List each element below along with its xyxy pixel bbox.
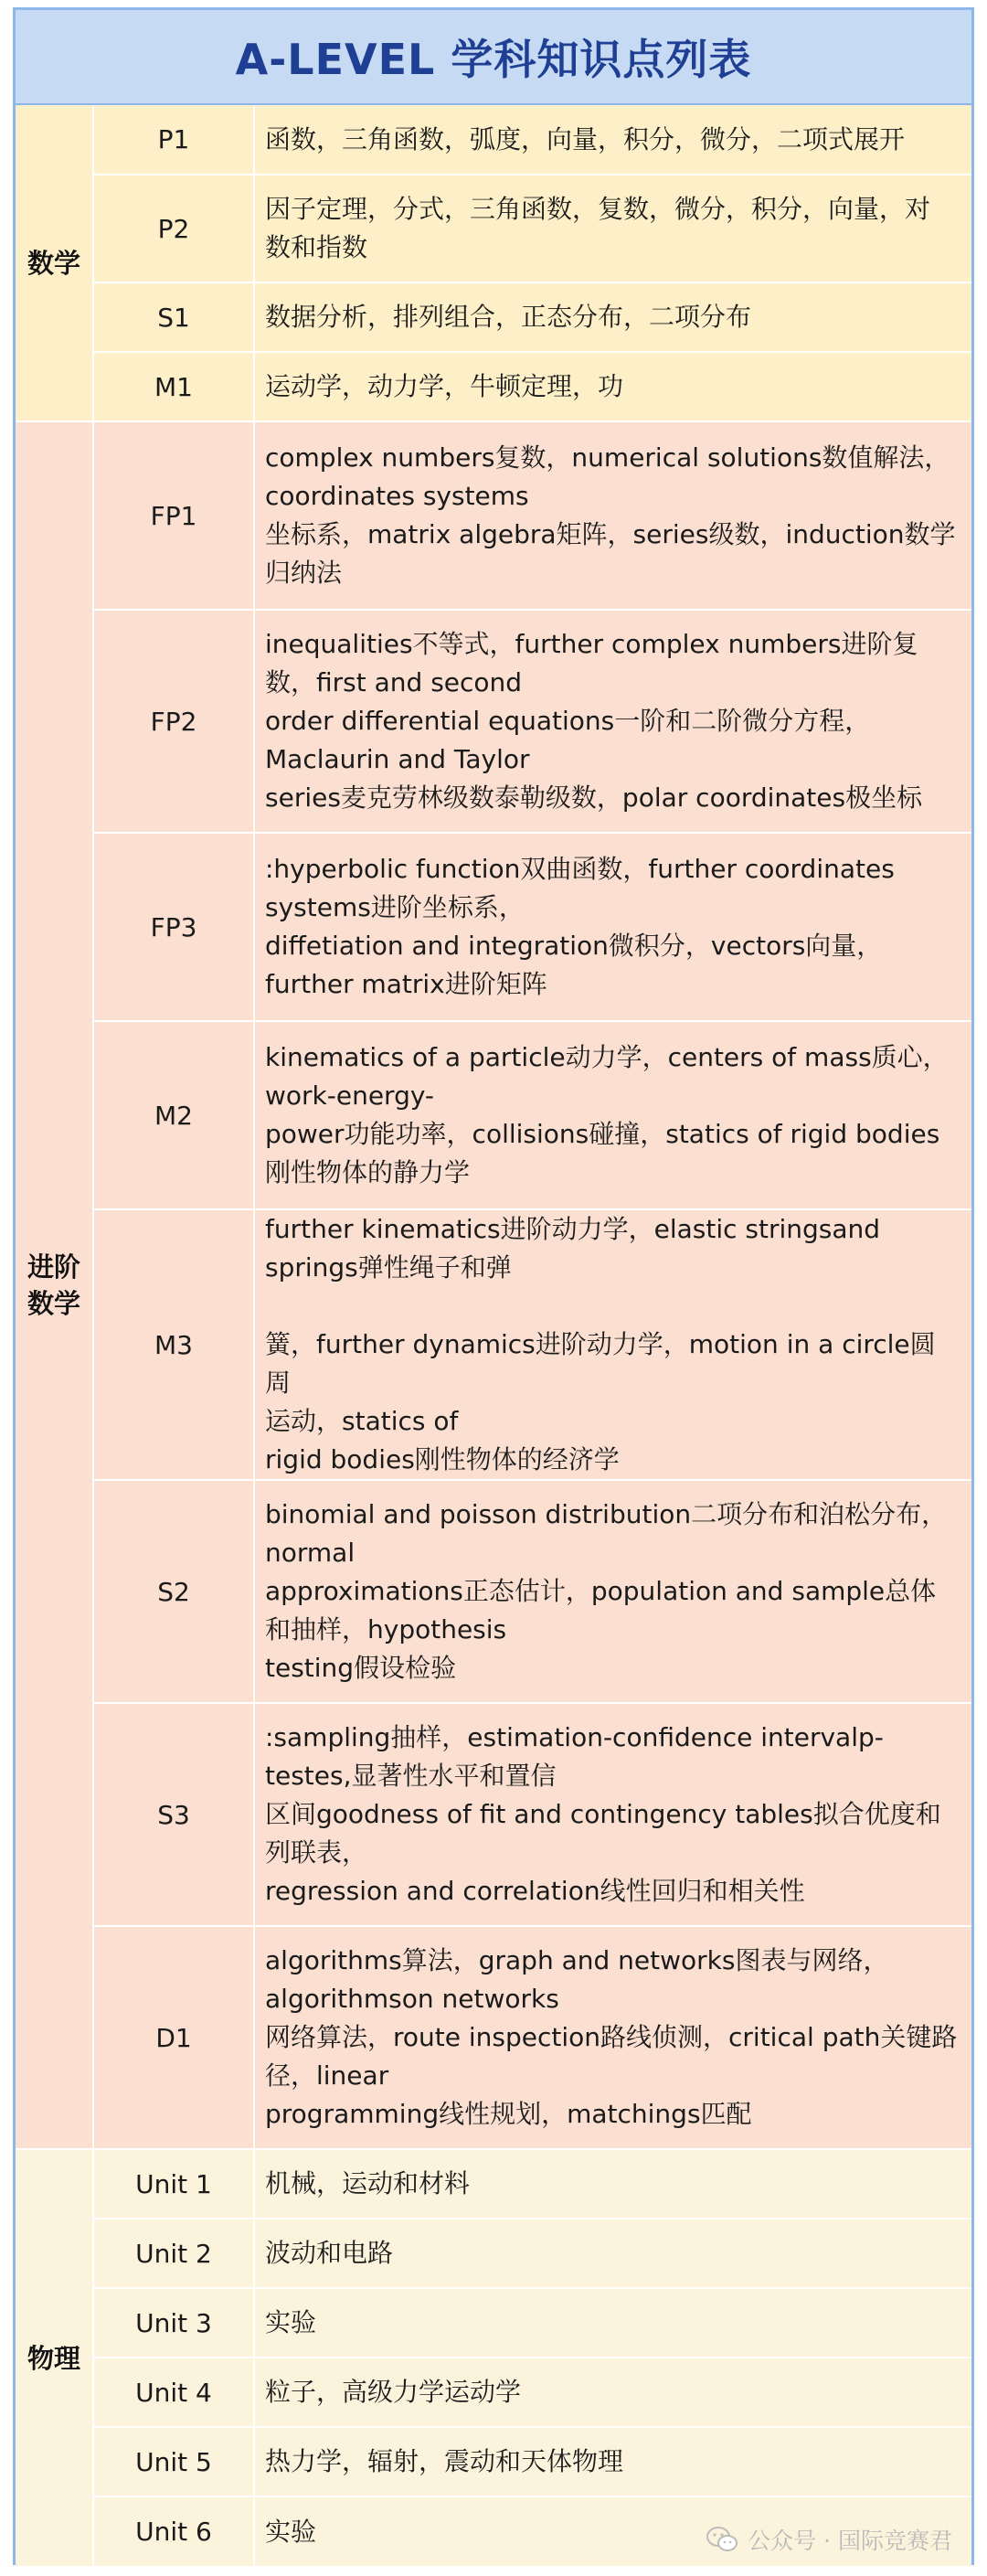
subject-cell — [16, 105, 93, 421]
topic-line: approximations正态估计，population and sample总体 — [265, 1576, 937, 1606]
topic-cell — [254, 282, 971, 352]
table-row — [16, 1021, 971, 1209]
unit-code: Unit 6 — [93, 2496, 254, 2566]
unit-code: FP2 — [93, 610, 254, 833]
topic-line: 簧，further dynamics进阶动力学，motion in a circle圆周 — [265, 1329, 936, 1398]
topic-line: systems进阶坐标系， — [265, 892, 525, 922]
topic-line: 因子定理，分式，三角函数，复数，微分，积分，向量，对 — [265, 194, 931, 224]
topic-line: Maclaurin and Taylor — [265, 744, 530, 774]
topic-line: kinematics of a particle动力学，centers of mass质心， — [265, 1042, 949, 1072]
topic-line: further kinematics进阶动力学，elastic stringsand — [265, 1214, 881, 1244]
table-row — [16, 2358, 971, 2427]
topic-line: further matrix进阶矩阵 — [265, 969, 547, 999]
table-row — [16, 1480, 971, 1703]
unit-code: Unit 5 — [93, 2427, 254, 2496]
subject-label: 物理 — [27, 2342, 80, 2374]
knowledge-table-sheet — [13, 7, 974, 2565]
topic-line: testes,显著性水平和置信 — [265, 1761, 557, 1791]
table-row — [16, 2288, 971, 2358]
topic-line: rigid bodies刚性物体的经济学 — [265, 1444, 620, 1474]
topic-line: diffetiation and integration微积分，vectors向量， — [265, 931, 883, 961]
topic-line: 热力学，辐射，震动和天体物理 — [265, 2446, 624, 2476]
topic-cell — [254, 2149, 971, 2219]
topic-line: 数和指数 — [265, 232, 368, 262]
subject-label: 进阶 — [27, 1251, 80, 1283]
topic-line: work-energy- — [265, 1080, 435, 1111]
topic-line: 波动和电路 — [265, 2238, 394, 2268]
table-row — [16, 2427, 971, 2496]
unit-code: M2 — [93, 1021, 254, 1209]
topic-line: 运动，statics of — [265, 1406, 459, 1436]
topic-cell — [254, 2358, 971, 2427]
topic-line: 实验 — [265, 2307, 317, 2337]
unit-code: S1 — [93, 282, 254, 352]
subject-cell — [16, 2149, 93, 2566]
subject-label: 数学 — [27, 247, 80, 279]
table-row — [16, 1209, 971, 1480]
topic-cell — [254, 1926, 971, 2149]
unit-code: FP1 — [93, 421, 254, 610]
topic-cell — [254, 2288, 971, 2358]
page-title: A-LEVEL 学科知识点列表 — [235, 35, 752, 84]
unit-code: D1 — [93, 1926, 254, 2149]
topic-line: series麦克劳林级数泰勒级数，polar coordinates极坐标 — [265, 782, 923, 813]
topic-line: 刚性物体的静力学 — [265, 1157, 471, 1187]
table-row — [16, 1926, 971, 2149]
table-row — [16, 833, 971, 1021]
topic-line: 粒子，高级力学运动学 — [265, 2377, 522, 2407]
title-bar — [16, 10, 971, 105]
topic-line: 区间goodness of fit and contingency tables拟合优度和 — [265, 1799, 941, 1829]
table-row — [16, 2219, 971, 2288]
topic-line: 实验 — [265, 2516, 317, 2547]
topic-line: coordinates systems — [265, 481, 529, 511]
subject-label: 数学 — [27, 1288, 80, 1319]
unit-code: FP3 — [93, 833, 254, 1021]
table-row — [16, 352, 971, 421]
topic-line: 运动学，动力学，牛顿定理，功 — [265, 371, 624, 401]
table-row — [16, 2149, 971, 2219]
topic-line: 数据分析，排列组合，正态分布，二项分布 — [265, 302, 752, 332]
topic-line: 径，linear — [265, 2060, 389, 2091]
unit-code: Unit 2 — [93, 2219, 254, 2288]
topic-line: 数，first and second — [265, 667, 523, 697]
topic-line: 机械，运动和材料 — [265, 2168, 471, 2198]
unit-code: S3 — [93, 1703, 254, 1926]
unit-code: M1 — [93, 352, 254, 421]
knowledge-table — [16, 105, 971, 2566]
table-row — [16, 1703, 971, 1926]
topic-cell — [254, 352, 971, 421]
topic-cell — [254, 833, 971, 1021]
topic-line: 坐标系，matrix algebra矩阵，series级数，induction数学 — [265, 519, 956, 549]
table-row — [16, 282, 971, 352]
unit-code: Unit 4 — [93, 2358, 254, 2427]
unit-code: P2 — [93, 175, 254, 282]
unit-code: Unit 1 — [93, 2149, 254, 2219]
topic-cell — [254, 1480, 971, 1703]
topic-line: 函数，三角函数，弧度，向量，积分，微分，二项式展开 — [265, 123, 906, 154]
table-row — [16, 175, 971, 282]
topic-cell — [254, 175, 971, 282]
topic-cell — [254, 105, 971, 175]
topic-line: binomial and poisson distribution二项分布和泊松分布， — [265, 1499, 948, 1529]
table-row — [16, 610, 971, 833]
topic-line: order differential equations一阶和二阶微分方程， — [265, 706, 871, 736]
wechat-icon — [706, 2526, 738, 2553]
unit-code: S2 — [93, 1480, 254, 1703]
topic-line: 和抽样，hypothesis — [265, 1614, 507, 1645]
topic-line: :sampling抽样，estimation-confidence intervalp- — [265, 1722, 884, 1752]
topic-cell — [254, 1703, 971, 1926]
topic-line: springs弹性绳子和弹 — [265, 1252, 512, 1283]
topic-line: normal — [265, 1538, 356, 1568]
topic-cell — [254, 2427, 971, 2496]
topic-line: 归纳法 — [265, 558, 343, 588]
subject-cell — [16, 421, 93, 2149]
topic-line: testing假设检验 — [265, 1653, 457, 1683]
watermark-text: 公众号 · 国际竞赛君 — [748, 2528, 952, 2554]
unit-code: Unit 3 — [93, 2288, 254, 2358]
topic-line: 列联表， — [265, 1837, 368, 1868]
topic-cell — [254, 421, 971, 610]
topic-line: programming线性规划，matchings匹配 — [265, 2099, 752, 2129]
watermark — [706, 2523, 952, 2556]
topic-cell — [254, 2219, 971, 2288]
topic-gap — [265, 1287, 959, 1325]
topic-line: :hyperbolic function双曲函数，further coordinates — [265, 854, 895, 884]
topic-line: inequalities不等式，further complex numbers进阶复 — [265, 629, 918, 659]
topic-line: algorithmson networks — [265, 1984, 559, 2014]
table-row — [16, 421, 971, 610]
topic-cell — [254, 1209, 971, 1480]
topic-line: regression and correlation线性回归和相关性 — [265, 1876, 805, 1906]
unit-code: M3 — [93, 1209, 254, 1480]
topic-cell — [254, 610, 971, 833]
topic-line: 网络算法，route inspection路线侦测，critical path关键路 — [265, 2022, 958, 2052]
topic-cell — [254, 1021, 971, 1209]
topic-line: algorithms算法，graph and networks图表与网络， — [265, 1945, 889, 1975]
topic-line: power功能功率，collisions碰撞，statics of rigid bodies — [265, 1119, 940, 1149]
topic-line: complex numbers复数，numerical solutions数值解法， — [265, 442, 950, 473]
table-row — [16, 105, 971, 175]
unit-code: P1 — [93, 105, 254, 175]
